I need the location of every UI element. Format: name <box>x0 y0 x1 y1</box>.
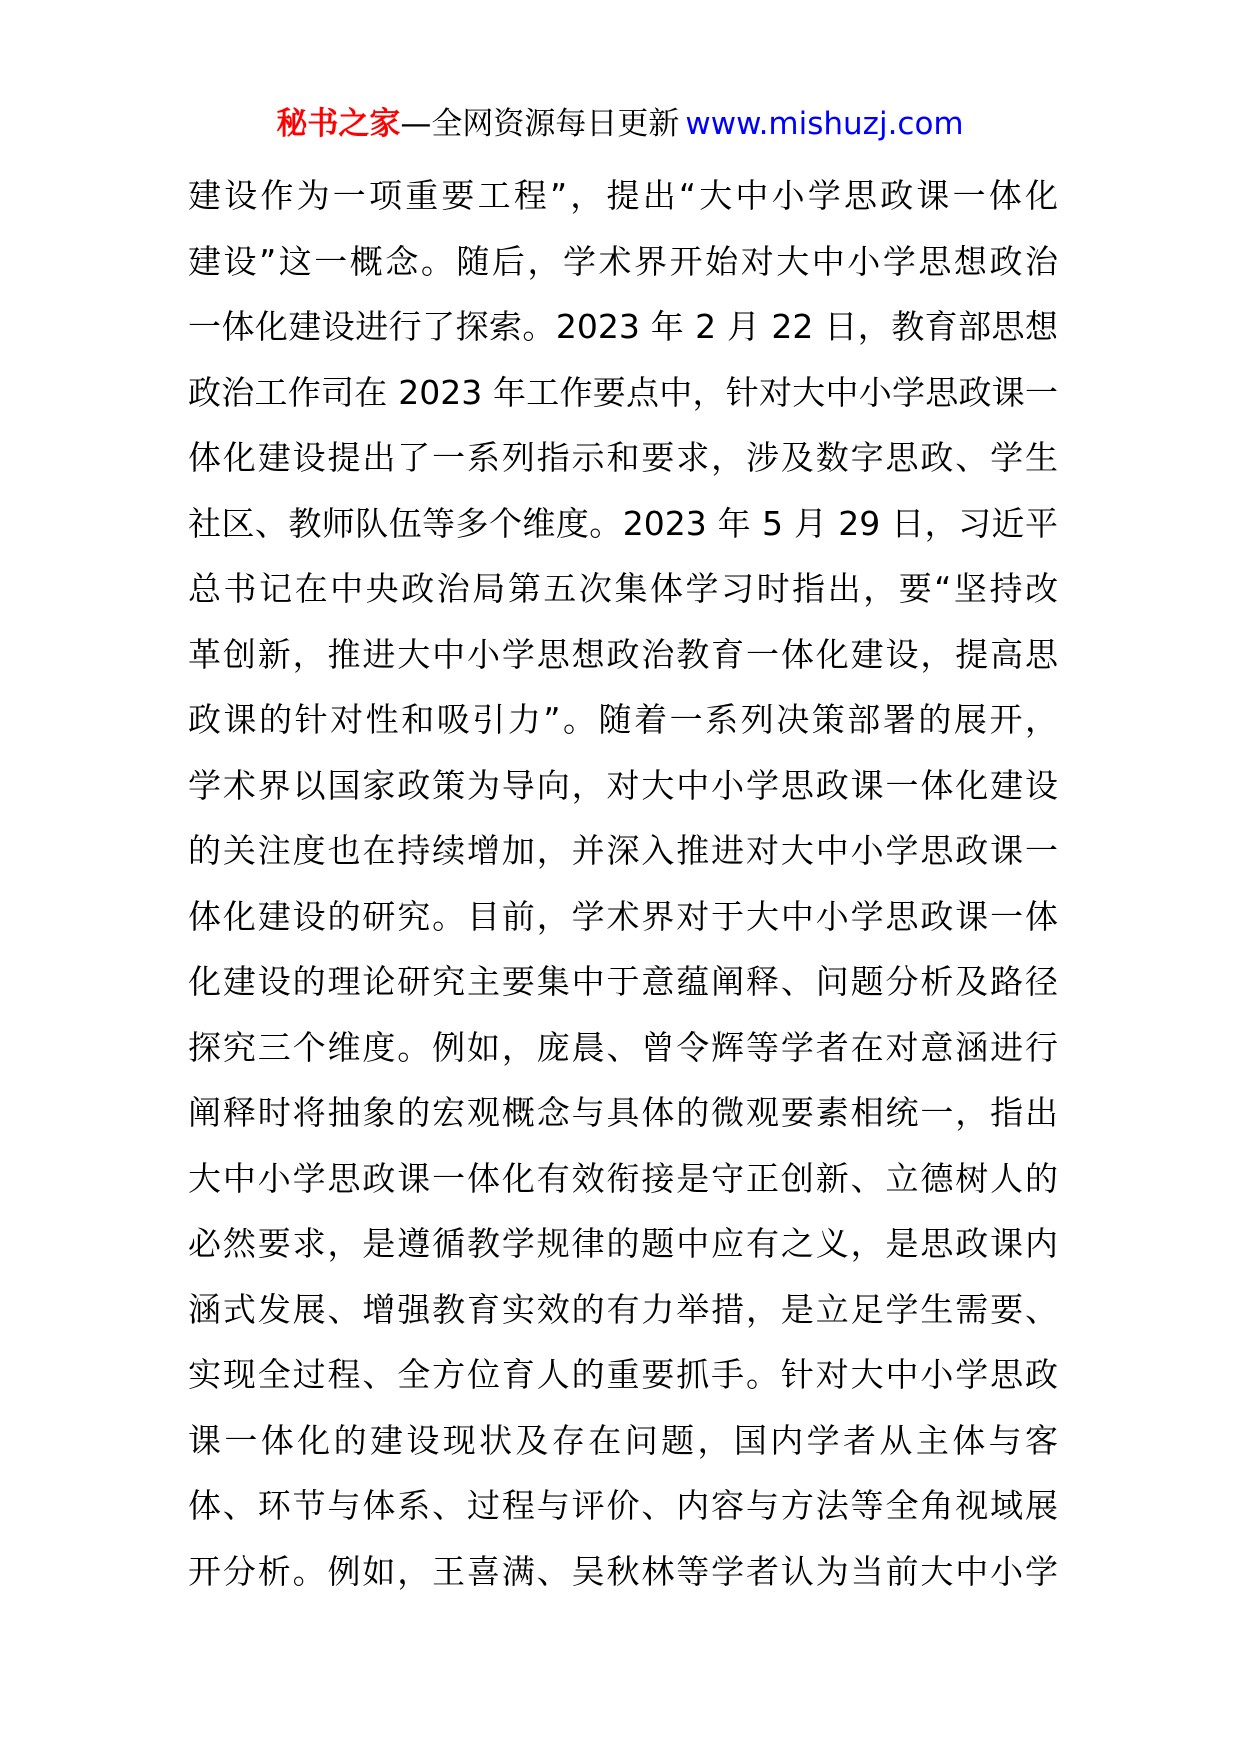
body-line: 一体化建设进行了探索。2023 年 2 月 22 日，教育部思想 <box>188 307 1058 346</box>
document-body <box>188 163 1058 1604</box>
body-line: 探究三个维度。例如，庞晨、曾令辉等学者在对意涵进行 <box>188 1027 1058 1067</box>
body-line: 建设”这一概念。随后，学术界开始对大中小学思想政治 <box>188 241 1058 281</box>
body-line: 总书记在中央政治局第五次集体学习时指出，要“坚持改 <box>188 569 1058 608</box>
body-line: 体化建设的研究。目前，学术界对于大中小学思政课一体 <box>188 896 1058 936</box>
body-line: 的关注度也在持续增加，并深入推进对大中小学思政课一 <box>188 831 1058 870</box>
body-line: 建设作为一项重要工程”，提出“大中小学思政课一体化 <box>188 176 1058 215</box>
header-brand: 秘书之家 <box>276 106 401 142</box>
body-line: 涵式发展、增强教育实效的有力举措，是立足学生需要、 <box>188 1289 1058 1329</box>
header-url-link[interactable]: www.mishuzj.com <box>685 106 964 142</box>
body-line: 大中小学思政课一体化有效衔接是守正创新、立德树人的 <box>188 1158 1058 1198</box>
body-line: 开分析。例如，王喜满、吴秋林等学者认为当前大中小学 <box>188 1551 1058 1591</box>
body-line: 学术界以国家政策为导向，对大中小学思政课一体化建设 <box>188 765 1058 805</box>
body-line: 政治工作司在 2023 年工作要点中，针对大中小学思政课一 <box>188 372 1058 412</box>
page-header <box>0 102 1240 146</box>
header-tagline: —全网资源每日更新 <box>400 106 680 142</box>
body-line: 革创新，推进大中小学思想政治教育一体化建设，提高思 <box>188 634 1058 674</box>
body-line: 化建设的理论研究主要集中于意蕴阐释、问题分析及路径 <box>188 962 1058 1001</box>
body-line: 体、环节与体系、过程与评价、内容与方法等全角视域展 <box>188 1486 1058 1525</box>
body-line: 实现全过程、全方位育人的重要抓手。针对大中小学思政 <box>188 1355 1058 1394</box>
body-line: 社区、教师队伍等多个维度。2023 年 5 月 29 日，习近平 <box>188 503 1058 543</box>
body-line: 体化建设提出了一系列指示和要求，涉及数字思政、学生 <box>188 438 1058 477</box>
body-line: 阐释时将抽象的宏观概念与具体的微观要素相统一，指出 <box>188 1093 1058 1132</box>
body-line: 必然要求，是遵循教学规律的题中应有之义，是思政课内 <box>188 1224 1058 1263</box>
body-line: 政课的针对性和吸引力”。随着一系列决策部署的展开， <box>188 700 1058 739</box>
body-line: 课一体化的建设现状及存在问题，国内学者从主体与客 <box>188 1420 1058 1460</box>
